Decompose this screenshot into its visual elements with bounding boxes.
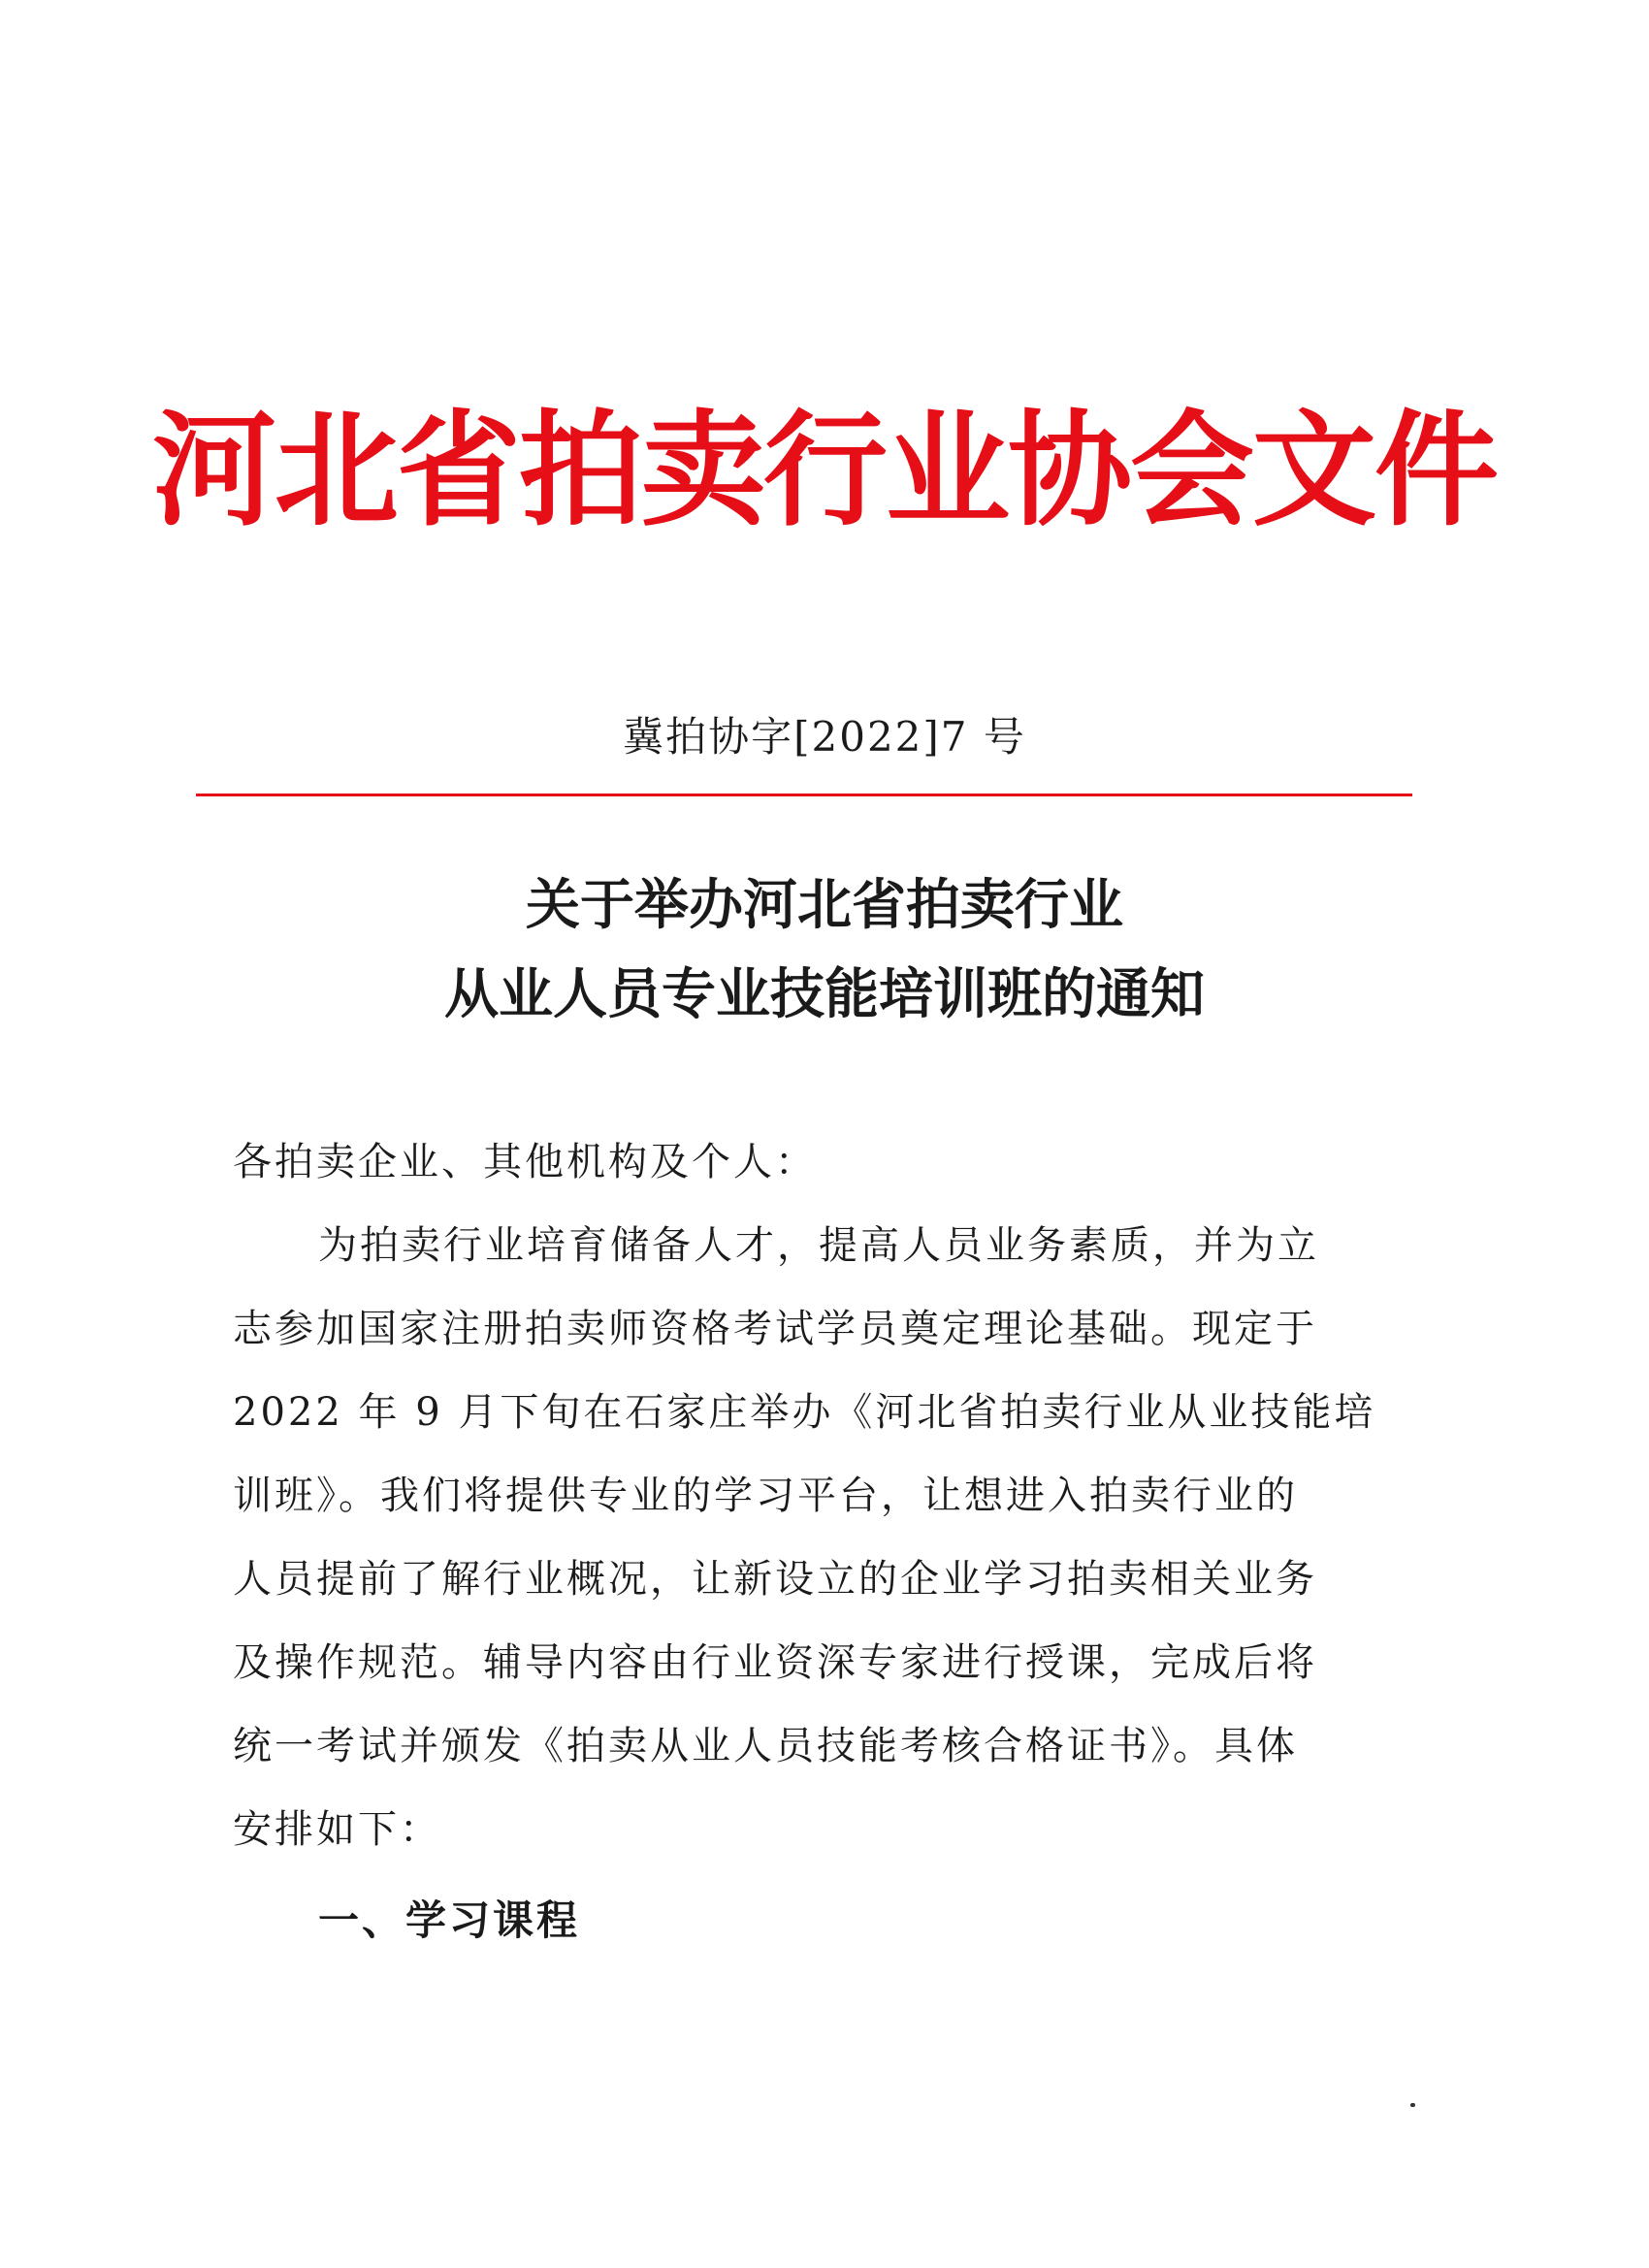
body-paragraph-line: 2022 年 9 月下旬在石家庄举办《河北省拍卖行业从业技能培 [233,1390,1376,1435]
notice-title-line-2: 从业人员专业技能培训班的通知 [444,963,1205,1026]
section-heading: 一、学习课程 [318,1896,581,1944]
scan-speck [1410,2103,1415,2107]
salutation: 各拍卖企业、其他机构及个人： [233,1140,817,1184]
red-divider-line [196,794,1412,796]
masthead-title: 河北省拍卖行业协会文件 [151,398,1497,543]
document-number: 冀拍协字[2022]7 号 [623,713,1026,761]
body-paragraph-line: 志参加国家注册拍卖师资格考试学员奠定理论基础。现定于 [233,1307,1317,1351]
body-paragraph-line: 及操作规范。辅导内容由行业资深专家进行授课，完成后将 [233,1640,1317,1685]
body-paragraph-line: 安排如下： [233,1807,441,1852]
body-paragraph-line: 统一考试并颁发《拍卖从业人员技能考核合格证书》。具体 [233,1724,1298,1768]
notice-title-line-1: 关于举办河北省拍卖行业 [526,874,1123,937]
body-paragraph-line: 训班》。我们将提供专业的学习平台，让想进入拍卖行业的 [233,1474,1298,1518]
body-paragraph-line: 为拍卖行业培育储备人才，提高人员业务素质，并为立 [318,1223,1319,1268]
body-paragraph-line: 人员提前了解行业概况，让新设立的企业学习拍卖相关业务 [233,1557,1317,1602]
